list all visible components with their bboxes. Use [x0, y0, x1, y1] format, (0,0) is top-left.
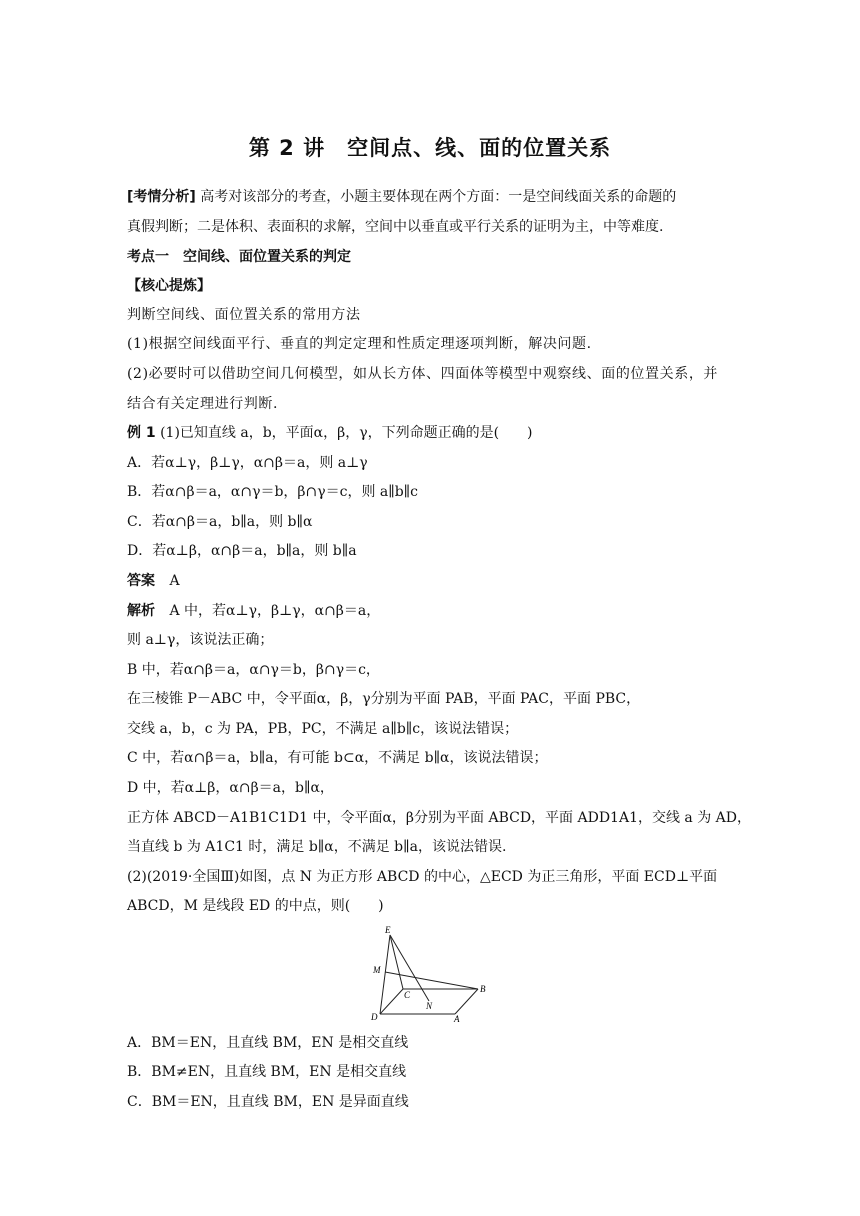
solution-line-7: D 中，若α⊥β，α∩β＝a，b∥α， — [127, 780, 334, 796]
analysis-tag: [考情分析] — [127, 189, 196, 205]
option-a: A．若α⊥γ，β⊥γ，α∩β＝a，则 a⊥γ — [127, 455, 368, 471]
core-tag: 【核心提炼】 — [127, 278, 211, 294]
example-2-stem-1: (2)(2019·全国Ⅲ)如图，点 N 为正方形 ABCD 的中心，△ECD 为正三角形，平面 ECD⊥平面 — [127, 869, 718, 885]
solution-label: 解析 — [127, 603, 155, 619]
option-d: D．若α⊥β，α∩β＝a，b∥a，则 b∥a — [127, 543, 357, 559]
edge-ED — [380, 935, 390, 1014]
page-title: 第 2 讲 空间点、线、面的位置关系 — [248, 136, 612, 160]
solution-line-2: 则 a⊥γ，该说法正确； — [127, 632, 274, 648]
edge-EC — [390, 935, 403, 989]
edge-AB — [455, 989, 478, 1014]
label-A: A — [454, 1014, 460, 1022]
solution-line-6: C 中，若α∩β＝a，b∥a，有可能 b⊂α，不满足 b∥α，该说法错误； — [127, 750, 548, 766]
solution-line-3: B 中，若α∩β＝a，α∩γ＝b，β∩γ＝c， — [127, 662, 380, 678]
label-C: C — [404, 990, 411, 1000]
example-2-stem-2: ABCD，M 是线段 ED 的中点，则( ) — [127, 898, 384, 914]
core-heading: 判断空间线、面位置关系的常用方法 — [127, 307, 361, 323]
solution-line-5: 交线 a，b，c 为 PA，PB，PC，不满足 a∥b∥c，该说法错误； — [127, 721, 519, 737]
answer-value: A — [169, 573, 180, 589]
option-c: C．若α∩β＝a，b∥a，则 b∥α — [127, 514, 313, 530]
example-label: 例 1 — [127, 425, 156, 441]
option-2b: B．BM≠EN，且直线 BM，EN 是相交直线 — [127, 1064, 407, 1080]
label-B: B — [480, 984, 486, 994]
analysis-text-1: 高考对该部分的考查，小题主要体现在两个方面：一是空间线面关系的命题的 — [200, 189, 677, 205]
example-1-question: (1)已知直线 a，b，平面α，β，γ，下列命题正确的是( ) — [160, 425, 533, 441]
solution-text-1: A 中，若α⊥γ，β⊥γ，α∩β＝a， — [169, 603, 381, 619]
label-M: M — [373, 965, 381, 975]
core-item-2a: (2)必要时可以借助空间几何模型，如从长方体、四面体等模型中观察线、面的位置关系，并 — [127, 366, 719, 382]
option-b: B．若α∩β＝a，α∩γ＝b，β∩γ＝c，则 a∥b∥c — [127, 484, 418, 500]
analysis-line-1 — [127, 187, 737, 207]
core-item-2b: 结合有关定理进行判断. — [127, 396, 279, 412]
label-E: E — [385, 925, 391, 935]
segment-BM — [385, 972, 478, 989]
option-2c: C．BM＝EN，且直线 BM，EN 是异面直线 — [127, 1094, 409, 1110]
analysis-line-2: 真假判断；二是体积、表面积的求解，空间中以垂直或平行关系的证明为主，中等难度. — [127, 219, 664, 235]
geometry-figure — [363, 922, 493, 1022]
answer-label: 答案 — [127, 573, 155, 589]
label-D: D — [371, 1012, 378, 1022]
solution-line-1 — [127, 601, 737, 621]
answer-line — [127, 571, 737, 591]
solution-line-8: 正方体 ABCD－A1B1C1D1 中，令平面α，β分别为平面 ABCD，平面 ADD1A1，交线 a 为 AD， — [127, 810, 752, 826]
solution-line-4: 在三棱锥 P－ABC 中，令平面α，β，γ分别为平面 PAB，平面 PAC，平面 PBC， — [127, 691, 641, 707]
core-item-1: (1)根据空间线面平行、垂直的判定定理和性质定理逐项判断，解决问题. — [127, 336, 592, 352]
option-2a: A．BM＝EN，且直线 BM，EN 是相交直线 — [127, 1035, 409, 1051]
example-1-stem — [127, 423, 737, 443]
label-N: N — [426, 1001, 433, 1011]
edge-CD — [380, 989, 403, 1014]
solution-line-9: 当直线 b 为 A1C1 时，满足 b∥α，不满足 b∥a，该说法错误. — [127, 839, 507, 855]
section-heading: 考点一 空间线、面位置关系的判定 — [127, 249, 351, 265]
